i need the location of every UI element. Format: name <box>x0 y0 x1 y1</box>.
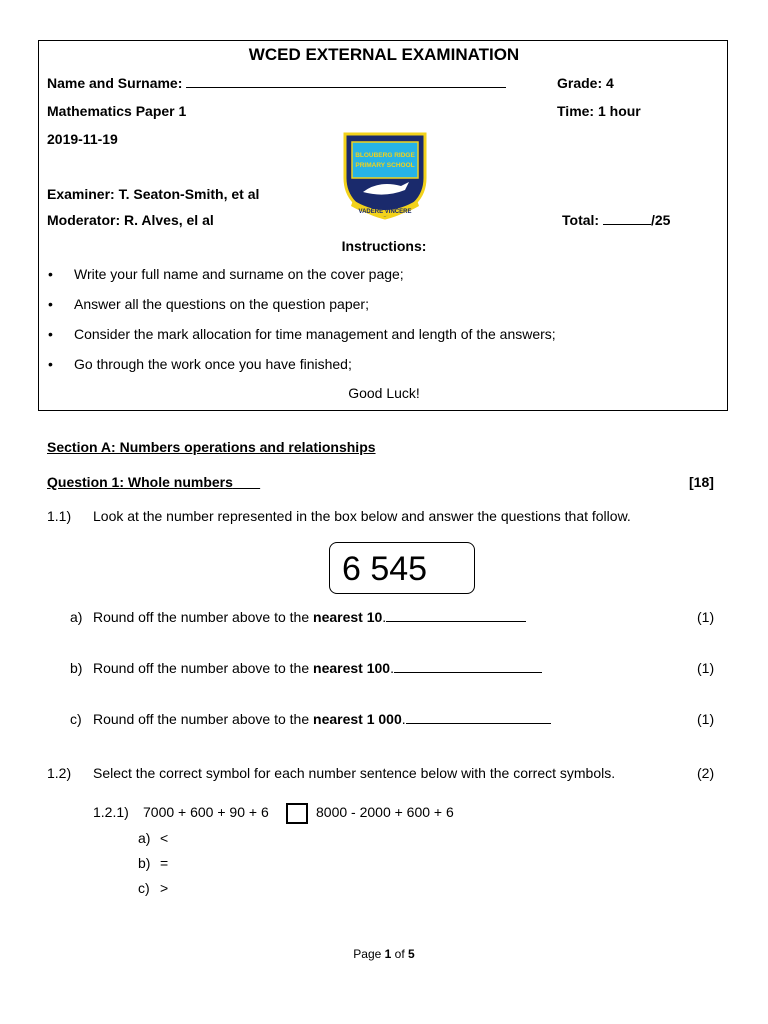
answer-blank[interactable] <box>406 723 551 724</box>
symbol-answer-box[interactable] <box>286 803 308 824</box>
part-marks: (1) <box>697 711 715 727</box>
bullet-icon: • <box>48 296 53 312</box>
part-c-text: Round off the number above to the nearest 1 000. <box>93 711 551 727</box>
part-label: b) <box>70 660 83 676</box>
option-symbol[interactable]: < <box>160 830 169 846</box>
answer-blank[interactable] <box>394 672 542 673</box>
part-marks: (1) <box>697 660 715 676</box>
part-a-text: Round off the number above to the nearest 10. <box>93 609 526 625</box>
good-luck-text: Good Luck! <box>348 385 420 401</box>
instructions-heading: Instructions: <box>341 238 427 254</box>
option-label: a) <box>138 830 151 846</box>
q1-1-text: Look at the number represented in the box below and answer the questions that follow. <box>93 508 631 524</box>
instruction-item: Write your full name and surname on the cover page; <box>74 266 404 282</box>
right-expression: 8000 - 2000 + 600 + 6 <box>316 804 454 820</box>
q1-2-1-number: 1.2.1) <box>93 804 129 820</box>
q1-2-marks: (2) <box>697 765 715 781</box>
exam-title: WCED EXTERNAL EXAMINATION <box>248 45 520 64</box>
answer-blank[interactable] <box>386 621 526 622</box>
instruction-item: Consider the mark allocation for time management and length of the answers; <box>74 326 556 342</box>
grade-label: Grade: 4 <box>557 75 614 91</box>
q1-1-number: 1.1) <box>47 508 72 524</box>
q1-2-text: Select the correct symbol for each number sentence below with the correct symbols. <box>93 765 616 781</box>
moderator-label: Moderator: R. Alves, el al <box>47 212 214 228</box>
q1-2-number: 1.2) <box>47 765 72 781</box>
option-label: c) <box>138 880 150 896</box>
question-title: Question 1: Whole numbers <box>47 474 233 490</box>
part-label: c) <box>70 711 82 727</box>
paper-label: Mathematics Paper 1 <box>47 103 187 119</box>
left-expression: 7000 + 600 + 90 + 6 <box>143 804 269 820</box>
part-b-text: Round off the number above to the nearest 100. <box>93 660 542 676</box>
crest-motto: VADERE VINCERE <box>358 209 412 215</box>
crest-school-line1: BLOUBERG RIDGE <box>355 152 415 159</box>
option-symbol[interactable]: > <box>160 880 169 896</box>
instruction-item: Go through the work once you have finished; <box>74 356 352 372</box>
examiner-label: Examiner: T. Seaton-Smith, et al <box>47 186 260 202</box>
total-blank[interactable] <box>603 224 651 225</box>
bullet-icon: • <box>48 266 53 282</box>
option-symbol[interactable]: = <box>160 855 169 871</box>
time-label: Time: 1 hour <box>557 103 641 119</box>
school-crest-icon <box>339 130 431 222</box>
crest-school-line2: PRIMARY SCHOOL <box>355 162 415 169</box>
part-label: a) <box>70 609 83 625</box>
bullet-icon: • <box>48 356 53 372</box>
total-label: Total: /25 <box>562 212 671 228</box>
number-box: 6 545 <box>329 542 475 594</box>
option-label: b) <box>138 855 151 871</box>
section-title: Section A: Numbers operations and relationships <box>47 439 376 455</box>
part-marks: (1) <box>697 609 715 625</box>
instruction-item: Answer all the questions on the question paper; <box>74 296 369 312</box>
question-marks: [18] <box>689 474 714 490</box>
name-surname-label: Name and Surname: <box>47 75 506 91</box>
name-surname-blank[interactable] <box>186 87 506 88</box>
exam-date: 2019-11-19 <box>47 131 118 147</box>
bullet-icon: • <box>48 326 53 342</box>
page-footer: Page 1 of 5 <box>353 947 415 961</box>
